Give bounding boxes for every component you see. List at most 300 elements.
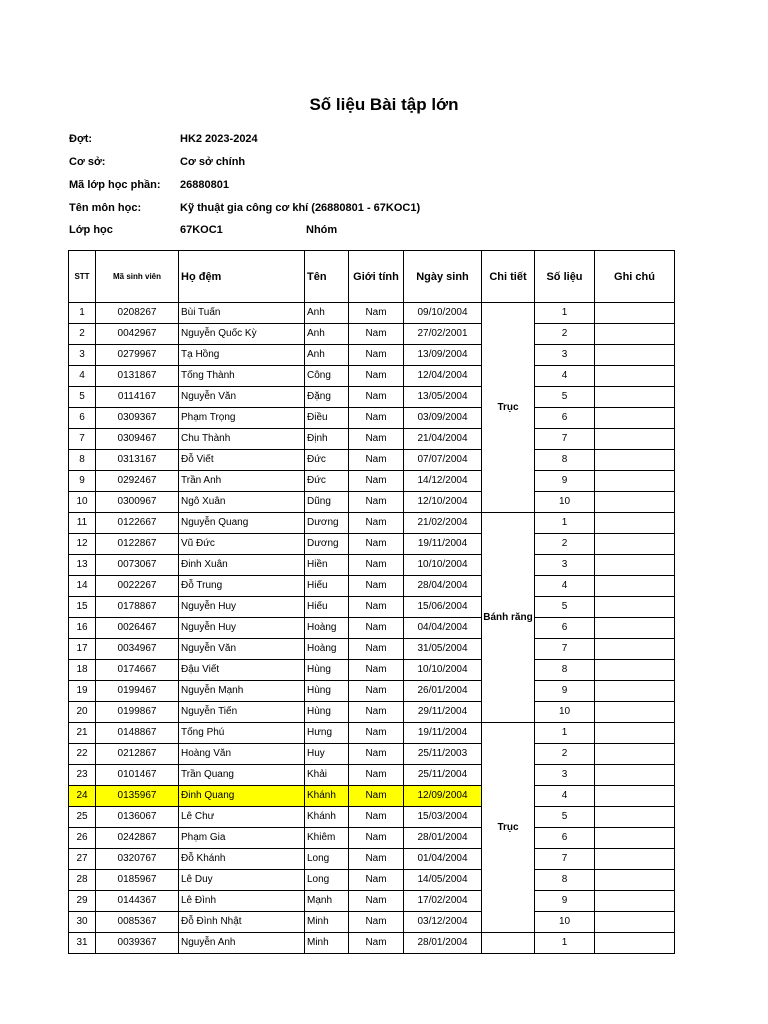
cell-stt: 30: [69, 912, 96, 933]
table-row: [69, 681, 675, 702]
cell-so-lieu: 8: [535, 660, 595, 681]
cell-ngay-sinh: 19/11/2004: [404, 534, 482, 555]
cell-ghi-chu: [595, 912, 675, 933]
cell-ma-sinh-vien: 0122867: [96, 534, 179, 555]
info-label-dot: Đợt:: [69, 133, 93, 145]
cell-ten: Hoàng: [305, 618, 349, 639]
cell-ho-dem: Lê Chư: [179, 807, 305, 828]
cell-stt: 26: [69, 828, 96, 849]
cell-stt: 14: [69, 576, 96, 597]
cell-stt: 28: [69, 870, 96, 891]
info-label-mon-hoc: Tên môn học:: [69, 202, 142, 214]
cell-ghi-chu: [595, 324, 675, 345]
cell-so-lieu: 4: [535, 366, 595, 387]
cell-ghi-chu: [595, 807, 675, 828]
cell-ghi-chu: [595, 303, 675, 324]
cell-ten: Hiếu: [305, 576, 349, 597]
cell-gioi-tinh: Nam: [349, 891, 404, 912]
cell-ghi-chu: [595, 723, 675, 744]
cell-so-lieu: 6: [535, 408, 595, 429]
cell-ghi-chu: [595, 744, 675, 765]
table-row: [69, 429, 675, 450]
cell-ngay-sinh: 04/04/2004: [404, 618, 482, 639]
table-row: [69, 660, 675, 681]
cell-ghi-chu: [595, 534, 675, 555]
cell-ten: Khiêm: [305, 828, 349, 849]
cell-stt: 22: [69, 744, 96, 765]
cell-ten: Dương: [305, 534, 349, 555]
cell-so-lieu: 8: [535, 450, 595, 471]
cell-so-lieu: 9: [535, 891, 595, 912]
cell-ghi-chu: [595, 492, 675, 513]
cell-ghi-chu: [595, 513, 675, 534]
table-row: [69, 702, 675, 723]
cell-ma-sinh-vien: 0148867: [96, 723, 179, 744]
cell-ho-dem: Nguyễn Mạnh: [179, 681, 305, 702]
info-value-co-so: Cơ sở chính: [180, 156, 246, 168]
header-stt: STT: [69, 251, 96, 303]
info-value-ma-lop: 26880801: [180, 179, 229, 191]
cell-ma-sinh-vien: 0122667: [96, 513, 179, 534]
table-row: [69, 912, 675, 933]
cell-ma-sinh-vien: 0174667: [96, 660, 179, 681]
cell-gioi-tinh: Nam: [349, 471, 404, 492]
cell-ma-sinh-vien: 0114167: [96, 387, 179, 408]
cell-ma-sinh-vien: 0212867: [96, 744, 179, 765]
cell-gioi-tinh: Nam: [349, 513, 404, 534]
table-row: [69, 786, 675, 807]
cell-ten: Điều: [305, 408, 349, 429]
cell-ma-sinh-vien: 0279967: [96, 345, 179, 366]
cell-ten: Khánh: [305, 786, 349, 807]
table-row: [69, 849, 675, 870]
cell-ma-sinh-vien: 0042967: [96, 324, 179, 345]
cell-so-lieu: 4: [535, 576, 595, 597]
cell-gioi-tinh: Nam: [349, 534, 404, 555]
cell-ngay-sinh: 28/01/2004: [404, 933, 482, 954]
cell-ten: Anh: [305, 345, 349, 366]
cell-ghi-chu: [595, 387, 675, 408]
cell-gioi-tinh: Nam: [349, 849, 404, 870]
cell-ten: Hưng: [305, 723, 349, 744]
cell-gioi-tinh: Nam: [349, 303, 404, 324]
document-title: Số liệu Bài tập lớn: [309, 95, 459, 114]
cell-ho-dem: Nguyễn Văn: [179, 387, 305, 408]
cell-chi-tiet: Bánh răng: [482, 513, 535, 723]
cell-ma-sinh-vien: 0292467: [96, 471, 179, 492]
cell-stt: 7: [69, 429, 96, 450]
table-row: [69, 723, 675, 744]
cell-gioi-tinh: Nam: [349, 828, 404, 849]
cell-ten: Khải: [305, 765, 349, 786]
cell-ma-sinh-vien: 0034967: [96, 639, 179, 660]
cell-ngay-sinh: 03/12/2004: [404, 912, 482, 933]
cell-so-lieu: 1: [535, 513, 595, 534]
cell-ten: Dương: [305, 513, 349, 534]
cell-ma-sinh-vien: 0242867: [96, 828, 179, 849]
cell-ngay-sinh: 15/06/2004: [404, 597, 482, 618]
cell-so-lieu: 5: [535, 387, 595, 408]
info-label-lop-hoc: Lớp học: [69, 224, 113, 236]
cell-stt: 20: [69, 702, 96, 723]
cell-ten: Công: [305, 366, 349, 387]
cell-ma-sinh-vien: 0144367: [96, 891, 179, 912]
header-ngay-sinh: Ngày sinh: [404, 251, 482, 303]
cell-ho-dem: Vũ Đức: [179, 534, 305, 555]
info-value-mon-hoc: Kỹ thuật gia công cơ khí (26880801 - 67KOC1): [180, 202, 421, 214]
cell-ma-sinh-vien: 0073067: [96, 555, 179, 576]
header-gioi-tinh: Giới tính: [349, 251, 404, 303]
cell-ngay-sinh: 25/11/2004: [404, 765, 482, 786]
cell-so-lieu: 3: [535, 765, 595, 786]
table-body: [69, 303, 675, 954]
cell-ho-dem: Nguyễn Tiến: [179, 702, 305, 723]
cell-ma-sinh-vien: 0101467: [96, 765, 179, 786]
cell-ho-dem: Tống Phú: [179, 723, 305, 744]
table-row: [69, 555, 675, 576]
cell-stt: 11: [69, 513, 96, 534]
table-row: [69, 828, 675, 849]
cell-ten: Minh: [305, 912, 349, 933]
cell-stt: 25: [69, 807, 96, 828]
cell-ghi-chu: [595, 366, 675, 387]
cell-ho-dem: Nguyễn Anh: [179, 933, 305, 954]
table-row: [69, 324, 675, 345]
cell-ngay-sinh: 14/12/2004: [404, 471, 482, 492]
header-chi-tiet: Chi tiết: [482, 251, 535, 303]
cell-gioi-tinh: Nam: [349, 912, 404, 933]
cell-ma-sinh-vien: 0300967: [96, 492, 179, 513]
cell-ghi-chu: [595, 597, 675, 618]
cell-stt: 21: [69, 723, 96, 744]
header-ghi-chu: Ghi chú: [595, 251, 675, 303]
cell-ma-sinh-vien: 0135967: [96, 786, 179, 807]
cell-ghi-chu: [595, 702, 675, 723]
cell-ma-sinh-vien: 0309467: [96, 429, 179, 450]
cell-ngay-sinh: 28/04/2004: [404, 576, 482, 597]
cell-gioi-tinh: Nam: [349, 933, 404, 954]
cell-ghi-chu: [595, 786, 675, 807]
cell-ghi-chu: [595, 429, 675, 450]
info-value-lop-hoc: 67KOC1: [180, 224, 223, 236]
table-row: [69, 870, 675, 891]
cell-ho-dem: Trần Quang: [179, 765, 305, 786]
cell-gioi-tinh: Nam: [349, 744, 404, 765]
cell-ho-dem: Nguyễn Quang: [179, 513, 305, 534]
cell-ngay-sinh: 12/04/2004: [404, 366, 482, 387]
cell-so-lieu: 10: [535, 912, 595, 933]
cell-gioi-tinh: Nam: [349, 702, 404, 723]
table-row: [69, 366, 675, 387]
cell-stt: 4: [69, 366, 96, 387]
cell-ho-dem: Đinh Quang: [179, 786, 305, 807]
cell-so-lieu: 7: [535, 639, 595, 660]
cell-ma-sinh-vien: 0131867: [96, 366, 179, 387]
cell-so-lieu: 9: [535, 471, 595, 492]
table-header-row: [69, 251, 675, 303]
cell-stt: 19: [69, 681, 96, 702]
cell-ngay-sinh: 10/10/2004: [404, 660, 482, 681]
cell-ghi-chu: [595, 576, 675, 597]
cell-ho-dem: Phạm Gia: [179, 828, 305, 849]
table-row: [69, 303, 675, 324]
cell-ma-sinh-vien: 0199467: [96, 681, 179, 702]
cell-so-lieu: 3: [535, 345, 595, 366]
table-row: [69, 744, 675, 765]
cell-ten: Định: [305, 429, 349, 450]
cell-ho-dem: Trần Anh: [179, 471, 305, 492]
cell-ho-dem: Tống Thành: [179, 366, 305, 387]
cell-stt: 17: [69, 639, 96, 660]
cell-so-lieu: 7: [535, 429, 595, 450]
cell-ma-sinh-vien: 0313167: [96, 450, 179, 471]
header-so-lieu: Số liệu: [535, 251, 595, 303]
cell-ghi-chu: [595, 933, 675, 954]
cell-so-lieu: 3: [535, 555, 595, 576]
table-row: [69, 408, 675, 429]
cell-ghi-chu: [595, 849, 675, 870]
cell-ngay-sinh: 14/05/2004: [404, 870, 482, 891]
cell-ghi-chu: [595, 765, 675, 786]
cell-gioi-tinh: Nam: [349, 870, 404, 891]
cell-ngay-sinh: 09/10/2004: [404, 303, 482, 324]
cell-ten: Đặng: [305, 387, 349, 408]
cell-ngay-sinh: 10/10/2004: [404, 555, 482, 576]
cell-ngay-sinh: 07/07/2004: [404, 450, 482, 471]
cell-ten: Minh: [305, 933, 349, 954]
info-label-ma-lop: Mã lớp học phần:: [69, 179, 161, 191]
cell-so-lieu: 9: [535, 681, 595, 702]
cell-ten: Long: [305, 849, 349, 870]
cell-ho-dem: Nguyễn Huy: [179, 597, 305, 618]
cell-ho-dem: Đinh Xuân: [179, 555, 305, 576]
cell-ngay-sinh: 21/04/2004: [404, 429, 482, 450]
cell-ho-dem: Tạ Hồng: [179, 345, 305, 366]
info-value-dot: HK2 2023-2024: [180, 133, 258, 145]
table-row: [69, 492, 675, 513]
cell-ten: Long: [305, 870, 349, 891]
cell-so-lieu: 2: [535, 744, 595, 765]
table-row: [69, 597, 675, 618]
cell-stt: 31: [69, 933, 96, 954]
cell-ngay-sinh: 13/05/2004: [404, 387, 482, 408]
cell-stt: 12: [69, 534, 96, 555]
header-ten: Tên: [305, 251, 349, 303]
cell-ghi-chu: [595, 681, 675, 702]
cell-ten: Hoàng: [305, 639, 349, 660]
cell-so-lieu: 4: [535, 786, 595, 807]
cell-ma-sinh-vien: 0320767: [96, 849, 179, 870]
cell-stt: 29: [69, 891, 96, 912]
cell-ngay-sinh: 26/01/2004: [404, 681, 482, 702]
cell-ho-dem: Hoàng Văn: [179, 744, 305, 765]
cell-gioi-tinh: Nam: [349, 660, 404, 681]
cell-ghi-chu: [595, 639, 675, 660]
cell-ten: Hiếu: [305, 597, 349, 618]
cell-ho-dem: Đỗ Khánh: [179, 849, 305, 870]
cell-ho-dem: Đỗ Trung: [179, 576, 305, 597]
student-table: [68, 250, 675, 954]
table-row: [69, 345, 675, 366]
cell-gioi-tinh: Nam: [349, 765, 404, 786]
cell-ten: Khánh: [305, 807, 349, 828]
cell-gioi-tinh: Nam: [349, 387, 404, 408]
cell-gioi-tinh: Nam: [349, 450, 404, 471]
cell-gioi-tinh: Nam: [349, 807, 404, 828]
cell-ma-sinh-vien: 0085367: [96, 912, 179, 933]
cell-ghi-chu: [595, 408, 675, 429]
cell-gioi-tinh: Nam: [349, 786, 404, 807]
cell-ghi-chu: [595, 450, 675, 471]
cell-ho-dem: Nguyễn Huy: [179, 618, 305, 639]
cell-stt: 18: [69, 660, 96, 681]
cell-gioi-tinh: Nam: [349, 723, 404, 744]
cell-ngay-sinh: 29/11/2004: [404, 702, 482, 723]
cell-stt: 16: [69, 618, 96, 639]
cell-ma-sinh-vien: 0199867: [96, 702, 179, 723]
cell-so-lieu: 10: [535, 702, 595, 723]
cell-stt: 13: [69, 555, 96, 576]
cell-ho-dem: Chu Thành: [179, 429, 305, 450]
cell-ghi-chu: [595, 618, 675, 639]
table-row: [69, 534, 675, 555]
cell-gioi-tinh: Nam: [349, 492, 404, 513]
cell-ma-sinh-vien: 0039367: [96, 933, 179, 954]
cell-stt: 9: [69, 471, 96, 492]
cell-ghi-chu: [595, 828, 675, 849]
table-row: [69, 933, 675, 954]
cell-ten: Đức: [305, 450, 349, 471]
table-row: [69, 387, 675, 408]
cell-stt: 27: [69, 849, 96, 870]
cell-gioi-tinh: Nam: [349, 555, 404, 576]
info-label-co-so: Cơ sở:: [69, 156, 106, 168]
table-row: [69, 639, 675, 660]
cell-stt: 2: [69, 324, 96, 345]
cell-so-lieu: 2: [535, 534, 595, 555]
cell-ho-dem: Nguyễn Quốc Kỳ: [179, 324, 305, 345]
cell-so-lieu: 1: [535, 933, 595, 954]
table-row: [69, 450, 675, 471]
cell-chi-tiet: Trục: [482, 723, 535, 933]
cell-ma-sinh-vien: 0185967: [96, 870, 179, 891]
cell-ngay-sinh: 03/09/2004: [404, 408, 482, 429]
cell-gioi-tinh: Nam: [349, 408, 404, 429]
cell-ngay-sinh: 21/02/2004: [404, 513, 482, 534]
cell-ghi-chu: [595, 345, 675, 366]
cell-stt: 3: [69, 345, 96, 366]
cell-ten: Anh: [305, 303, 349, 324]
cell-ten: Đức: [305, 471, 349, 492]
cell-ghi-chu: [595, 660, 675, 681]
header-ho-dem: Họ đệm: [179, 251, 305, 303]
cell-ngay-sinh: 31/05/2004: [404, 639, 482, 660]
cell-so-lieu: 8: [535, 870, 595, 891]
table-row: [69, 618, 675, 639]
cell-stt: 5: [69, 387, 96, 408]
table-row: [69, 765, 675, 786]
cell-ho-dem: Nguyễn Văn: [179, 639, 305, 660]
cell-so-lieu: 6: [535, 618, 595, 639]
cell-stt: 8: [69, 450, 96, 471]
cell-ten: Hiền: [305, 555, 349, 576]
cell-gioi-tinh: Nam: [349, 639, 404, 660]
cell-ngay-sinh: 19/11/2004: [404, 723, 482, 744]
table-row: [69, 807, 675, 828]
cell-gioi-tinh: Nam: [349, 324, 404, 345]
cell-ma-sinh-vien: 0136067: [96, 807, 179, 828]
cell-ten: Anh: [305, 324, 349, 345]
cell-gioi-tinh: Nam: [349, 681, 404, 702]
cell-ho-dem: Đậu Viết: [179, 660, 305, 681]
cell-ho-dem: Phạm Trọng: [179, 408, 305, 429]
table-row: [69, 471, 675, 492]
cell-ngay-sinh: 12/10/2004: [404, 492, 482, 513]
cell-ho-dem: Lê Đình: [179, 891, 305, 912]
cell-stt: 23: [69, 765, 96, 786]
cell-stt: 1: [69, 303, 96, 324]
cell-ngay-sinh: 01/04/2004: [404, 849, 482, 870]
cell-ho-dem: Lê Duy: [179, 870, 305, 891]
cell-ten: Hùng: [305, 702, 349, 723]
cell-ho-dem: Bùi Tuấn: [179, 303, 305, 324]
table-row: [69, 513, 675, 534]
cell-ten: Hùng: [305, 681, 349, 702]
header-ma-sinh-vien: Mã sinh viên: [96, 251, 179, 303]
cell-ngay-sinh: 17/02/2004: [404, 891, 482, 912]
cell-ten: Mạnh: [305, 891, 349, 912]
cell-so-lieu: 1: [535, 303, 595, 324]
table-row: [69, 576, 675, 597]
cell-ma-sinh-vien: 0208267: [96, 303, 179, 324]
cell-ghi-chu: [595, 555, 675, 576]
cell-ngay-sinh: 15/03/2004: [404, 807, 482, 828]
table-row: [69, 891, 675, 912]
cell-gioi-tinh: Nam: [349, 576, 404, 597]
cell-stt: 6: [69, 408, 96, 429]
cell-ho-dem: Đỗ Viết: [179, 450, 305, 471]
cell-gioi-tinh: Nam: [349, 345, 404, 366]
cell-so-lieu: 10: [535, 492, 595, 513]
cell-so-lieu: 6: [535, 828, 595, 849]
cell-so-lieu: 1: [535, 723, 595, 744]
cell-ten: Dũng: [305, 492, 349, 513]
cell-so-lieu: 7: [535, 849, 595, 870]
cell-ten: Huy: [305, 744, 349, 765]
cell-ngay-sinh: 25/11/2003: [404, 744, 482, 765]
cell-so-lieu: 2: [535, 324, 595, 345]
cell-chi-tiet: [482, 933, 535, 954]
cell-so-lieu: 5: [535, 807, 595, 828]
cell-ngay-sinh: 12/09/2004: [404, 786, 482, 807]
cell-chi-tiet: Trục: [482, 303, 535, 513]
cell-ten: Hùng: [305, 660, 349, 681]
cell-ngay-sinh: 27/02/2001: [404, 324, 482, 345]
cell-ngay-sinh: 28/01/2004: [404, 828, 482, 849]
info-label-nhom: Nhóm: [306, 224, 338, 236]
cell-ghi-chu: [595, 891, 675, 912]
cell-ghi-chu: [595, 870, 675, 891]
cell-gioi-tinh: Nam: [349, 429, 404, 450]
cell-ma-sinh-vien: 0309367: [96, 408, 179, 429]
cell-ma-sinh-vien: 0022267: [96, 576, 179, 597]
cell-ghi-chu: [595, 471, 675, 492]
cell-stt: 10: [69, 492, 96, 513]
cell-ho-dem: Ngô Xuân: [179, 492, 305, 513]
cell-ma-sinh-vien: 0178867: [96, 597, 179, 618]
cell-so-lieu: 5: [535, 597, 595, 618]
cell-ngay-sinh: 13/09/2004: [404, 345, 482, 366]
